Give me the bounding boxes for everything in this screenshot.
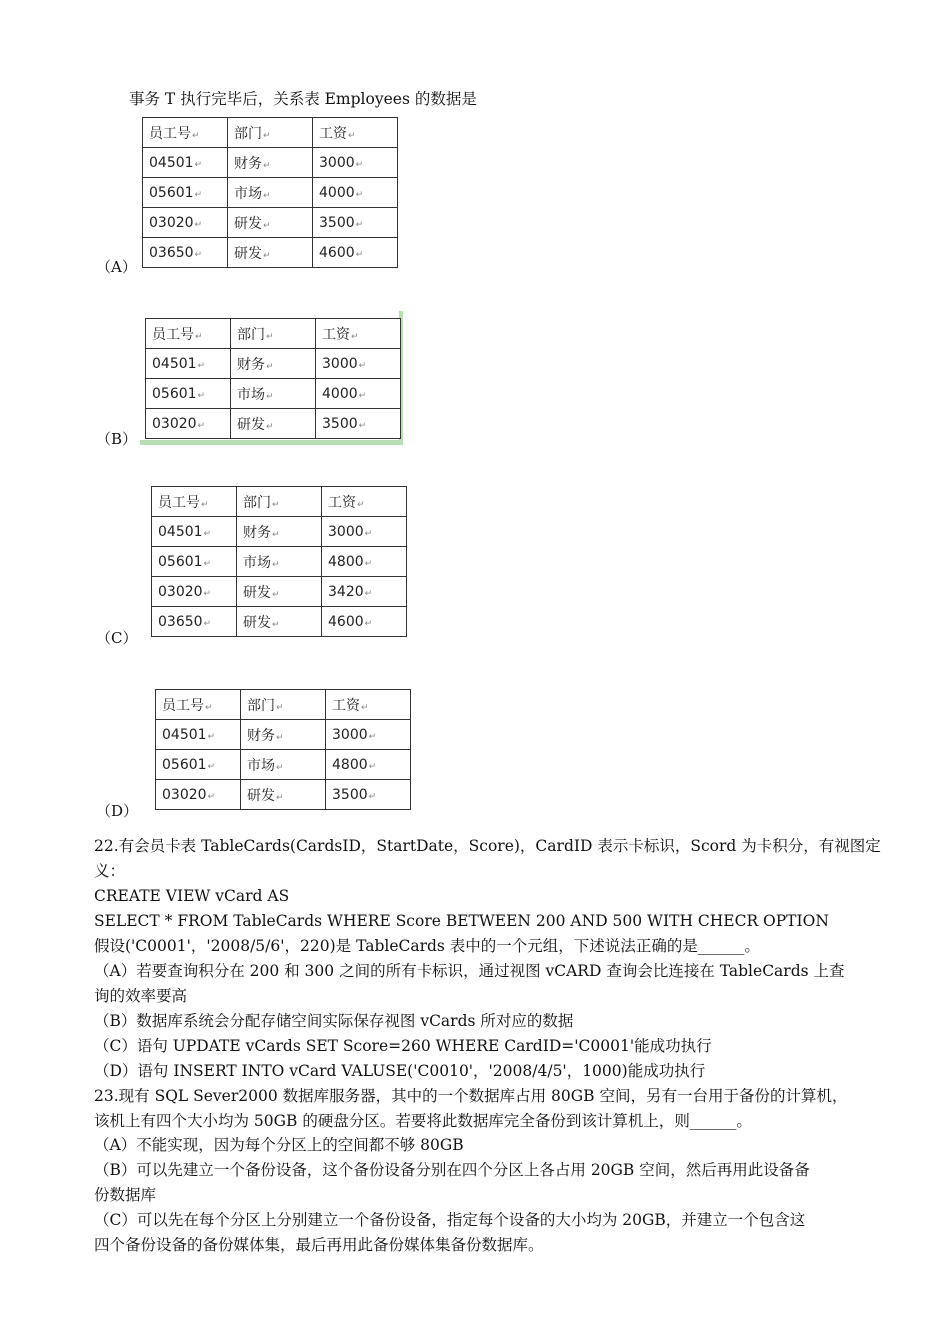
paragraph-mark-icon: ↵ [197,390,206,401]
employee-table-c [151,486,407,637]
paragraph-mark-icon: ↵ [358,360,367,371]
cell-text: 3500 [332,786,368,803]
question-line: 该机上有四个大小均为 50GB 的硬盘分区。若要将此数据库完全备份到该计算机上，则______。 [94,1112,752,1130]
table-cell [143,178,228,208]
employee-table-a [142,117,398,268]
table-cell [231,319,316,349]
cell-text: 4800 [328,553,364,570]
paragraph-mark-icon: ↵ [194,219,203,230]
paragraph-mark-icon: ↵ [201,499,209,510]
cell-text: 4800 [332,756,368,773]
paragraph-mark-icon: ↵ [276,792,284,803]
table-cell [326,780,411,810]
table-cell [316,349,401,379]
cell-text: 3500 [322,415,358,432]
table-cell [316,409,401,439]
table-cell [241,690,326,720]
cell-text: 工资 [319,125,347,142]
table-row [152,607,407,637]
paragraph-mark-icon: ↵ [364,588,373,599]
table-cell [146,349,231,379]
question-line: 23.现有 SQL Sever2000 数据库服务器，其中的一个数据库占用 80GB 空间，另有一台用于备份的计算机， [94,1087,848,1105]
question-line: 四个备份设备的备份媒体集，最后再用此备份媒体集备份数据库。 [94,1236,544,1254]
question-line: 份数据库 [94,1186,157,1204]
table-cell [326,720,411,750]
paragraph-mark-icon: ↵ [355,189,364,200]
cell-text: 员工号 [162,697,204,714]
paragraph-mark-icon: ↵ [197,360,206,371]
table-cell [228,208,313,238]
paragraph-mark-icon: ↵ [276,702,284,713]
cell-text: 部门 [247,697,275,714]
table-cell [316,379,401,409]
paragraph-mark-icon: ↵ [263,130,271,141]
cell-text: 市场 [247,757,275,774]
table-row [152,547,407,577]
table-header-row [152,487,407,517]
table-row [146,409,401,439]
table-row [146,349,401,379]
table-cell [237,607,322,637]
cell-text: 工资 [332,697,360,714]
cell-text: 05601 [149,184,194,201]
paragraph-mark-icon: ↵ [263,160,271,171]
paragraph-mark-icon: ↵ [197,420,206,431]
cell-text: 财务 [247,727,275,744]
paragraph-mark-icon: ↵ [355,249,364,260]
cell-text: 市场 [243,554,271,571]
table-row [143,208,398,238]
table-row [156,750,411,780]
table-row [143,238,398,268]
table-cell [231,349,316,379]
cell-text: 3000 [322,355,358,372]
table-cell [146,379,231,409]
paragraph-mark-icon: ↵ [276,732,284,743]
cell-text: 财务 [243,524,271,541]
option-d-label: （D） [96,802,139,820]
cell-text: 员工号 [152,326,194,343]
question-line: 义： [94,862,126,880]
table-cell [313,208,398,238]
cell-text: 市场 [234,185,262,202]
table-cell [322,577,407,607]
table-cell [228,238,313,268]
table-cell [322,547,407,577]
cell-text: 05601 [152,385,197,402]
table-cell [152,517,237,547]
table-row [156,780,411,810]
cell-text: 财务 [237,356,265,373]
intro-text: 事务 T 执行完毕后，关系表 Employees 的数据是 [129,90,477,108]
paragraph-mark-icon: ↵ [368,791,377,802]
paragraph-mark-icon: ↵ [355,159,364,170]
table-cell [231,379,316,409]
paragraph-mark-icon: ↵ [205,702,213,713]
cell-text: 03650 [158,613,203,630]
table-row [152,517,407,547]
question-line: 假设('C0001'，'2008/5/6'，220)是 TableCards 表中的一个元组，下述说法正确的是______。 [94,937,760,955]
paragraph-mark-icon: ↵ [263,220,271,231]
table-cell [152,547,237,577]
cell-text: 部门 [243,494,271,511]
table-header-row [156,690,411,720]
table-cell [326,750,411,780]
cell-text: 03650 [149,244,194,261]
paragraph-mark-icon: ↵ [355,219,364,230]
employee-table-d [155,689,411,810]
paragraph-mark-icon: ↵ [368,731,377,742]
table-cell [316,319,401,349]
paragraph-mark-icon: ↵ [272,529,280,540]
cell-text: 03020 [162,786,207,803]
cell-text: 3000 [319,154,355,171]
table-cell [152,607,237,637]
cell-text: 4600 [319,244,355,261]
table-cell [156,750,241,780]
paragraph-mark-icon: ↵ [192,130,200,141]
cell-text: 03020 [158,583,203,600]
table-cell [241,720,326,750]
cell-text: 03020 [149,214,194,231]
table-cell [143,148,228,178]
table-cell [313,148,398,178]
cell-text: 工资 [322,326,350,343]
paragraph-mark-icon: ↵ [195,331,203,342]
paragraph-mark-icon: ↵ [368,761,377,772]
cell-text: 员工号 [149,125,191,142]
question-line: （C）语句 UPDATE vCards SET Score=260 WHERE CardID='C0001'能成功执行 [94,1037,712,1055]
paragraph-mark-icon: ↵ [351,331,359,342]
option-a-label: （A） [96,258,137,276]
table-cell [146,409,231,439]
cell-text: 03020 [152,415,197,432]
table-row [143,178,398,208]
table-cell [322,607,407,637]
table-cell [156,690,241,720]
table-cell [237,547,322,577]
table-cell [156,720,241,750]
table-row [156,720,411,750]
cell-text: 部门 [234,125,262,142]
paragraph-mark-icon: ↵ [364,618,373,629]
paragraph-mark-icon: ↵ [348,130,356,141]
paragraph-mark-icon: ↵ [203,588,212,599]
cell-text: 3000 [332,726,368,743]
cell-text: 4600 [328,613,364,630]
table-cell [237,487,322,517]
paragraph-mark-icon: ↵ [263,250,271,261]
table-cell [313,178,398,208]
paragraph-mark-icon: ↵ [207,791,216,802]
cell-text: 市场 [237,386,265,403]
table-row [146,379,401,409]
paragraph-mark-icon: ↵ [364,528,373,539]
paragraph-mark-icon: ↵ [361,702,369,713]
table-row [143,148,398,178]
paragraph-mark-icon: ↵ [194,159,203,170]
table-cell [143,208,228,238]
cell-text: 05601 [162,756,207,773]
table-cell [313,118,398,148]
table-cell [231,409,316,439]
table-header-row [146,319,401,349]
table-cell [322,517,407,547]
table-row [152,577,407,607]
employee-table-b [145,318,401,439]
question-line: （C）可以先在每个分区上分别建立一个备份设备，指定每个设备的大小均为 20GB，并建立一个包含这 [94,1211,806,1229]
cell-text: 研发 [247,787,275,804]
table-cell [322,487,407,517]
cell-text: 部门 [237,326,265,343]
table-cell [237,577,322,607]
table-cell [313,238,398,268]
table-cell [241,750,326,780]
question-line: （A）不能实现，因为每个分区上的空间都不够 80GB [94,1136,464,1154]
table-cell [152,487,237,517]
paragraph-mark-icon: ↵ [207,761,216,772]
cell-text: 3420 [328,583,364,600]
paragraph-mark-icon: ↵ [266,391,274,402]
question-line: 22.有会员卡表 TableCards(CardsID，StartDate，Score)，CardID 表示卡标识，Scord 为卡积分，有视图定 [94,837,881,855]
cell-text: 04501 [158,523,203,540]
paragraph-mark-icon: ↵ [272,499,280,510]
paragraph-mark-icon: ↵ [203,618,212,629]
cell-text: 研发 [237,416,265,433]
table-cell [228,148,313,178]
cell-text: 研发 [243,584,271,601]
cell-text: 员工号 [158,494,200,511]
paragraph-mark-icon: ↵ [272,589,280,600]
option-b-label: （B） [96,430,138,448]
cell-text: 3500 [319,214,355,231]
paragraph-mark-icon: ↵ [364,558,373,569]
question-line: （B）数据库系统会分配存储空间实际保存视图 vCards 所对应的数据 [94,1012,574,1030]
cell-text: 04501 [152,355,197,372]
paragraph-mark-icon: ↵ [358,420,367,431]
table-cell [146,319,231,349]
paragraph-mark-icon: ↵ [194,189,203,200]
question-line: 询的效率要高 [94,987,188,1005]
question-line: （A）若要查询积分在 200 和 300 之间的所有卡标识，通过视图 vCARD 查询会比连接在 TableCards 上查 [94,962,845,980]
paragraph-mark-icon: ↵ [266,361,274,372]
cell-text: 4000 [319,184,355,201]
paragraph-mark-icon: ↵ [276,762,284,773]
cell-text: 3000 [328,523,364,540]
paragraph-mark-icon: ↵ [263,190,271,201]
question-line: CREATE VIEW vCard AS [94,887,290,905]
paragraph-mark-icon: ↵ [194,249,203,260]
paragraph-mark-icon: ↵ [272,619,280,630]
paragraph-mark-icon: ↵ [203,558,212,569]
question-line: （B）可以先建立一个备份设备，这个备份设备分别在四个分区上各占用 20GB 空间，然后再用此设备备 [94,1161,810,1179]
cell-text: 4000 [322,385,358,402]
table-cell [241,780,326,810]
paragraph-mark-icon: ↵ [357,499,365,510]
question-line: （D）语句 INSERT INTO vCard VALUSE('C0010'，'2008/4/5'，1000)能成功执行 [94,1062,706,1080]
table-cell [228,118,313,148]
cell-text: 研发 [243,614,271,631]
paragraph-mark-icon: ↵ [203,528,212,539]
question-line: SELECT * FROM TableCards WHERE Score BETWEEN 200 AND 500 WITH CHECR OPTION [94,912,829,930]
table-header-row [143,118,398,148]
paragraph-mark-icon: ↵ [207,731,216,742]
cell-text: 04501 [162,726,207,743]
paragraph-mark-icon: ↵ [266,331,274,342]
table-cell [228,178,313,208]
cell-text: 05601 [158,553,203,570]
table-cell [143,118,228,148]
cell-text: 研发 [234,215,262,232]
cell-text: 研发 [234,245,262,262]
table-b-frame-bottom [140,440,403,445]
cell-text: 工资 [328,494,356,511]
table-cell [237,517,322,547]
table-cell [326,690,411,720]
table-cell [152,577,237,607]
paragraph-mark-icon: ↵ [266,421,274,432]
table-cell [156,780,241,810]
option-c-label: （C） [96,629,138,647]
cell-text: 04501 [149,154,194,171]
table-cell [143,238,228,268]
cell-text: 财务 [234,155,262,172]
paragraph-mark-icon: ↵ [272,559,280,570]
paragraph-mark-icon: ↵ [358,390,367,401]
